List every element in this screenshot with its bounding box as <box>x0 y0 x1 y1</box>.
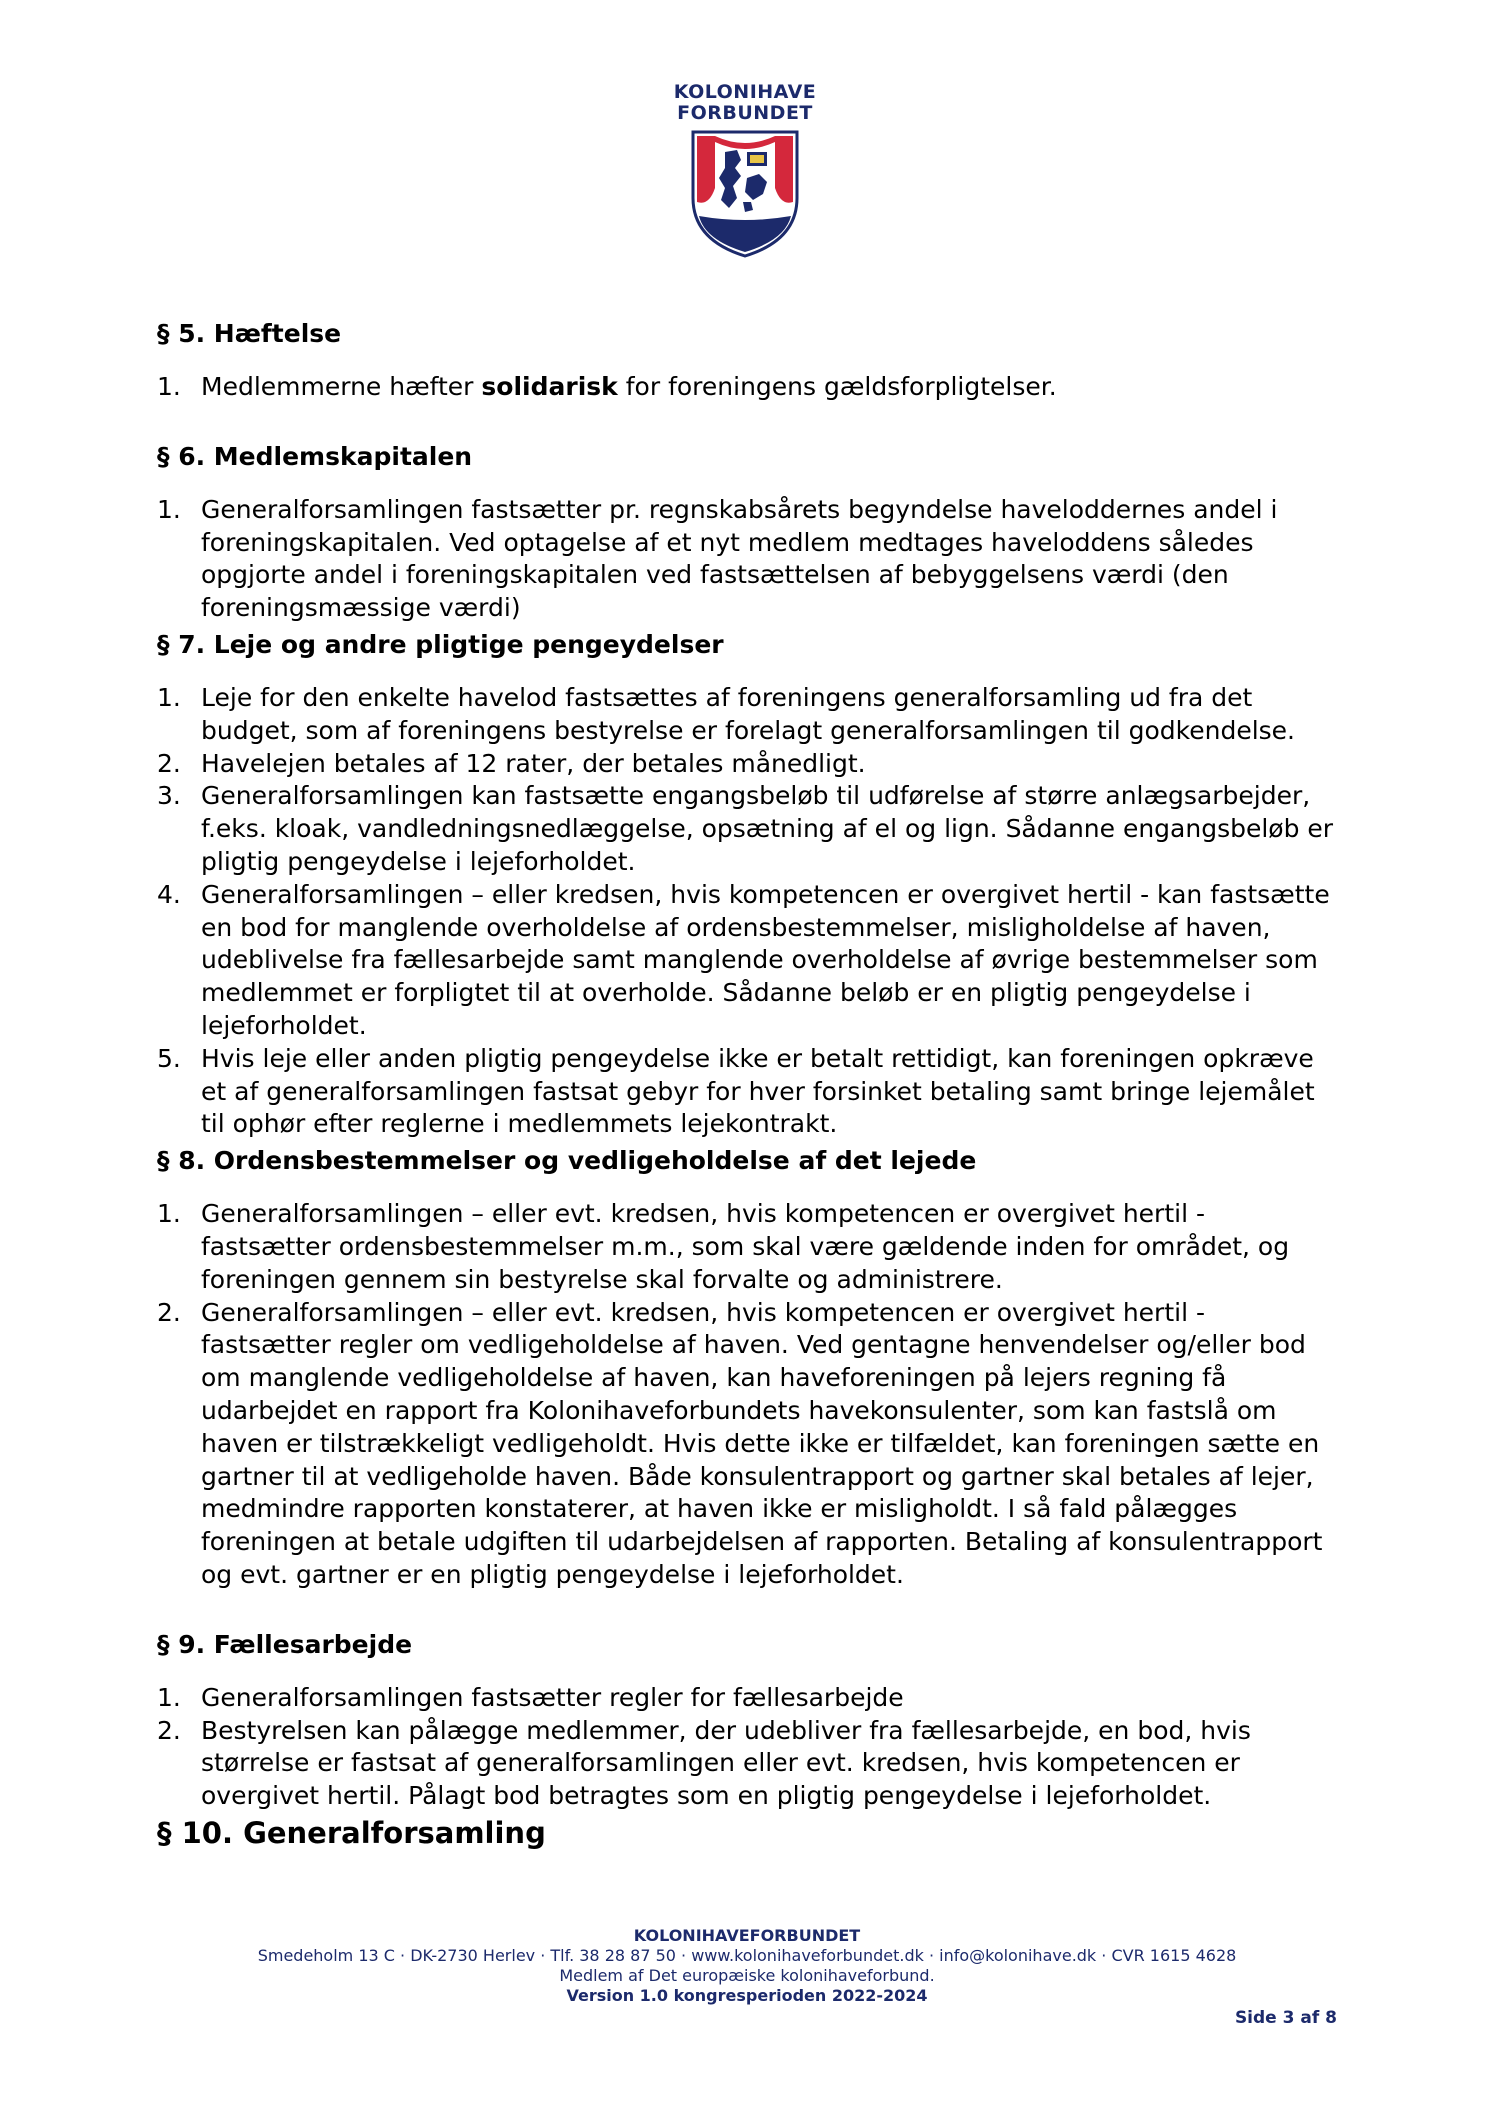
footer-org: KOLONIHAVEFORBUNDET <box>633 1926 861 1945</box>
item-text: Hvis leje eller anden pligtig pengeydelse ikke er betalt rettidigt, kan foreningen opkræve et af generalforsamlingen fastsat gebyr for hver forsinket betaling samt bringe lejemålet til ophør efter reglerne i medlemmets lejekontrakt. <box>201 1043 1315 1139</box>
section-heading: § 5. Hæftelse <box>157 319 342 348</box>
list-number: 1. <box>157 1199 181 1229</box>
list-number: 2. <box>157 1715 181 1745</box>
kolonihaveforbundet-logo <box>670 82 820 258</box>
item-text-post: for foreningens gældsforpligtelser. <box>617 372 1057 401</box>
item-text: Generalforsamlingen – eller evt. kredsen, hvis kompetencen er overgivet hertil - fastsætter regler om vedligeholdelse af haven. Ved gentagne henvendelser og/eller bod om manglende vedligeholdelse af haven, kan haveforeningen på lejers regning få udarbejdet en rapport fra Kolonihaveforbundets havekonsulenter, som kan fastslå om haven er tilstrækkeligt vedligeholdt. Hvis dette ikke er tilfældet, kan foreningen sætte en gartner til at vedligeholde haven. Både konsulentrapport og gartner skal betales af lejer, medmindre rapporten konstaterer, at haven ikke er misligholdt. I så fald pålægges foreningen at betale udgiften til udarbejdelsen af rapporten. Betaling af konsulentrapport og evt. gartner er en pligtig pengeydelse i lejeforholdet. <box>201 1297 1323 1589</box>
section-5 <box>157 318 1337 404</box>
item-text: Generalforsamlingen – eller kredsen, hvis kompetencen er overgivet hertil - kan fastsætte en bod for manglende overholdelse af ordensbestemmelser, misligholdelse af haven, udeblivelse fra fællesarbejde samt manglende overholdelse af øvrige bestemmelser som medlemmet er forpligtet til at overholde. Sådanne beløb er en pligtig pengeydelse i lejeforholdet. <box>201 879 1330 1040</box>
list-item <box>157 1682 1337 1715</box>
section-heading: § 7. Leje og andre pligtige pengeydelser <box>157 629 724 659</box>
list-item <box>157 1198 1337 1296</box>
item-text: Havelejen betales af 12 rater, der betales månedligt. <box>201 748 866 778</box>
list-item <box>157 1297 1337 1592</box>
section-heading: § 9. Fællesarbejde <box>157 1629 413 1659</box>
list-number: 1. <box>157 1682 181 1712</box>
list-number: 3. <box>157 781 181 811</box>
shield-emblem-icon <box>689 128 801 258</box>
item-text: Bestyrelsen kan pålægge medlemmer, der udebliver fra fællesarbejde, en bod, hvis størrelse er fastsat af generalforsamlingen eller evt. kredsen, hvis kompetencen er overgivet hertil. Pålagt bod betragtes som en pligtig pengeydelse i lejeforholdet. <box>201 1715 1251 1811</box>
page-number: Side 3 af 8 <box>1234 2008 1337 2028</box>
list-number: 2. <box>157 1297 181 1327</box>
list-item <box>157 748 1337 781</box>
item-text-bold: solidarisk <box>481 372 618 401</box>
page-footer <box>157 1926 1337 2006</box>
footer-address: Smedeholm 13 C · DK-2730 Herlev · Tlf. 38 28 87 50 · www.kolonihaveforbundet.dk · info@kolonihave.dk · CVR 1615 4628 <box>257 1946 1237 1965</box>
document-body <box>157 318 1337 1853</box>
item-text-pre: Medlemmerne hæfter <box>201 372 482 401</box>
list-item <box>157 371 1337 404</box>
list-item <box>157 494 1337 625</box>
list-item <box>157 1715 1337 1813</box>
section-7 <box>157 629 1337 1141</box>
list-number: 5. <box>157 1043 181 1073</box>
list-item <box>157 879 1337 1043</box>
item-text: Leje for den enkelte havelod fastsættes af foreningens generalforsamling ud fra det budget, som af foreningens bestyrelse er forelagt generalforsamlingen til godkendelse. <box>201 682 1296 745</box>
list-number: 1. <box>157 494 181 524</box>
list-number: 2. <box>157 748 181 778</box>
logo-text-line1: KOLONIHAVE <box>673 81 817 103</box>
item-text: Generalforsamlingen kan fastsætte engangsbeløb til udførelse af større anlægsarbejder, f.eks. kloak, vandledningsnedlæggelse, opsætning af el og lign. Sådanne engangsbeløb er pligtig pengeydelse i lejeforholdet. <box>201 781 1334 876</box>
list-number: 1. <box>157 682 181 712</box>
list-number: 1. <box>157 372 181 401</box>
list-item <box>157 682 1337 748</box>
item-text: Generalforsamlingen fastsætter regler for fællesarbejde <box>201 1682 904 1712</box>
section-10 <box>157 1817 1337 1849</box>
section-6 <box>157 441 1337 625</box>
section-heading: § 6. Medlemskapitalen <box>157 441 473 471</box>
section-heading: § 8. Ordensbestemmelser og vedligeholdelse af det lejede <box>157 1146 977 1176</box>
list-item <box>157 780 1337 878</box>
footer-version: Version 1.0 kongresperioden 2022-2024 <box>566 1986 928 2005</box>
logo-text-line2: FORBUNDET <box>677 102 813 124</box>
footer-member: Medlem af Det europæiske kolonihaveforbund. <box>559 1966 935 1985</box>
section-heading: § 10. Generalforsamling <box>157 1815 546 1850</box>
list-item <box>157 1043 1337 1141</box>
section-9 <box>157 1629 1337 1813</box>
list-number: 4. <box>157 879 181 909</box>
section-8 <box>157 1145 1337 1592</box>
item-text: Generalforsamlingen – eller evt. kredsen, hvis kompetencen er overgivet hertil - fastsætter ordensbestemmelser m.m., som skal være gældende inden for området, og foreningen gennem sin bestyrelse skal forvalte og administrere. <box>201 1199 1290 1294</box>
item-text: Generalforsamlingen fastsætter pr. regnskabsårets begyndelse haveloddernes andel i foreningskapitalen. Ved optagelse af et nyt medlem medtages haveloddens således opgjorte andel i foreningskapitalen ved fastsættelsen af bebyggelsens værdi (den foreningsmæssige værdi) <box>201 494 1278 623</box>
